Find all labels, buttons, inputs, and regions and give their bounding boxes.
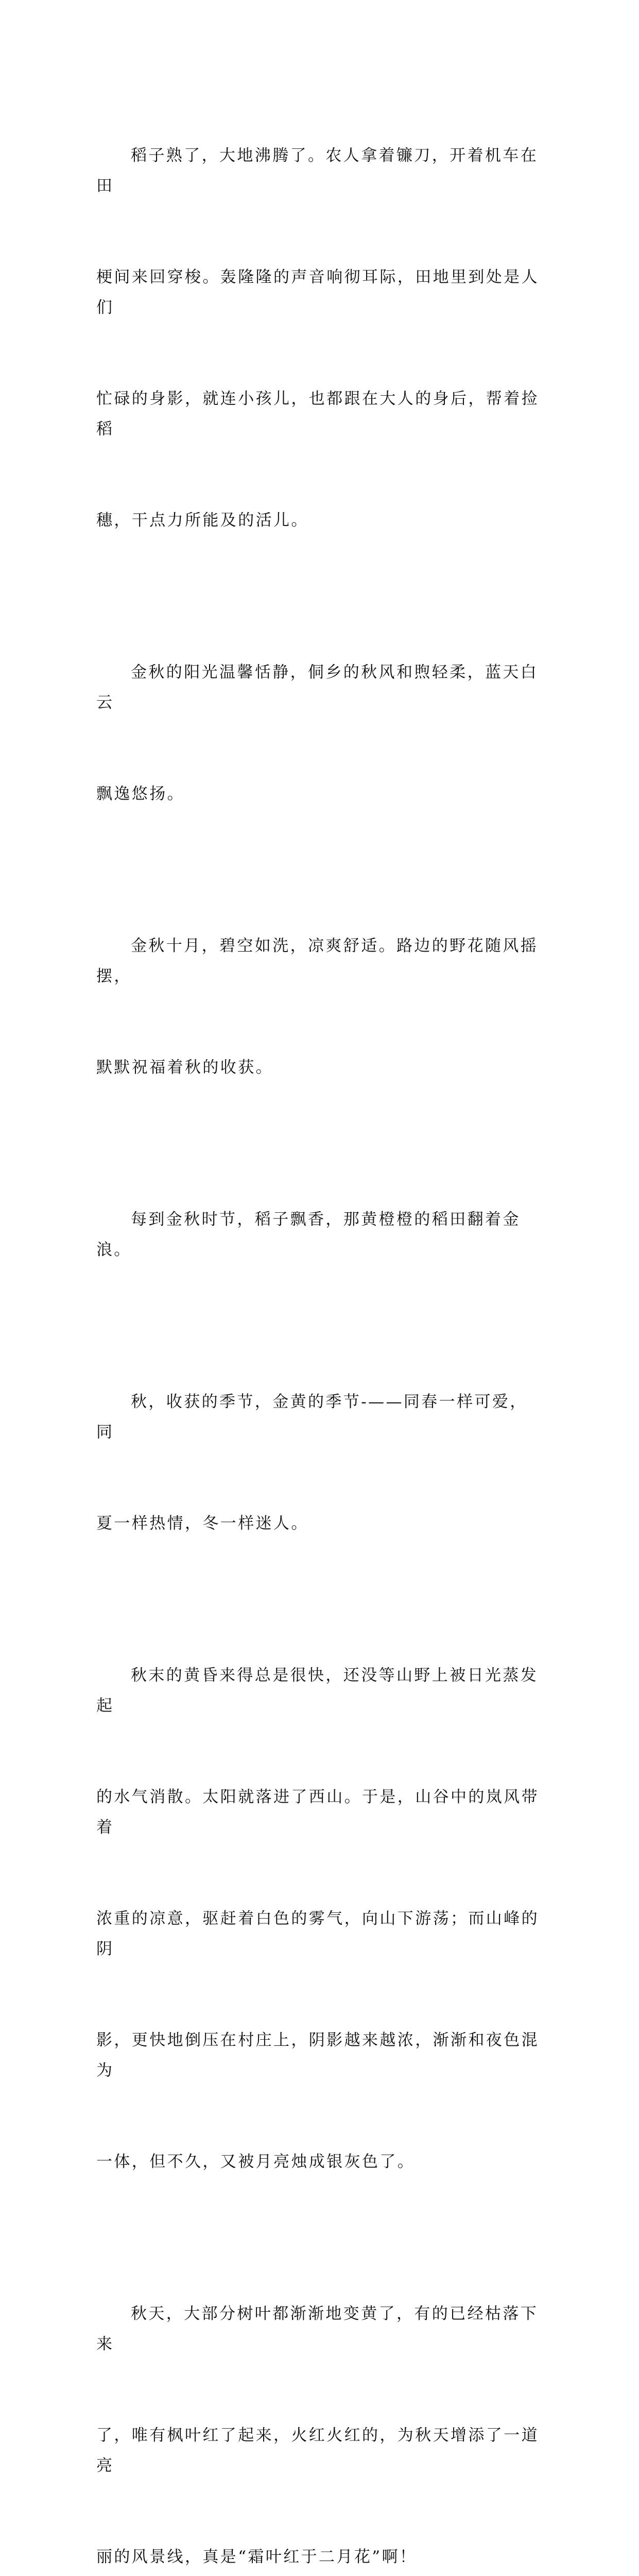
text-line: 了，唯有枫叶红了起来，火红火红的，为秋天增添了一道亮 — [96, 2426, 539, 2475]
text-line: 穗，干点力所能及的活儿。 — [96, 511, 309, 530]
text-line: 丽的风景线，真是“霜叶红于二月花”啊！ — [96, 2548, 418, 2566]
paragraph-harvest-fields — [96, 80, 544, 597]
paragraph-rice-fragrance — [96, 1144, 544, 1326]
text-line: 飘逸悠扬。 — [96, 785, 185, 803]
text-line: 秋末的黄昏来得总是很快，还没等山野上被日光蒸发起 — [96, 1666, 539, 1715]
text-line: 的水气消散。太阳就落进了西山。于是，山谷中的岚风带着 — [96, 1788, 539, 1837]
text-line: 梗间来回穿梭。轰隆隆的声音响彻耳际，田地里到处是人们 — [96, 268, 539, 317]
text-line: 稻子熟了，大地沸腾了。农人拿着镰刀，开着机车在田 — [96, 146, 539, 195]
text-line: 忙碌的身影，就连小孩儿，也都跟在大人的身后，帮着捡稻 — [96, 389, 539, 438]
text-line: 夏一样热情，冬一样迷人。 — [96, 1514, 309, 1533]
text-line: 影，更快地倒压在村庄上，阴影越来越浓，渐渐和夜色混为 — [96, 2031, 539, 2080]
paragraph-october-sky — [96, 870, 544, 1144]
paragraph-harvest-season — [96, 1326, 544, 1600]
text-line: 秋天，大部分树叶都渐渐地变黄了，有的已经枯落下来 — [96, 2304, 539, 2353]
text-line: 每到金秋时节，稻子飘香，那黄橙橙的稻田翻着金浪。 — [96, 1210, 521, 1259]
paragraph-maple-leaves — [96, 2238, 544, 2576]
text-line: 浓重的凉意，驱赶着白色的雾气，向山下游荡；而山峰的阴 — [96, 1909, 539, 1958]
text-line: 秋，收获的季节，金黄的季节-——同春一样可爱，同 — [96, 1393, 528, 1442]
text-line: 金秋的阳光温馨恬静，侗乡的秋风和煦轻柔，蓝天白云 — [96, 663, 539, 712]
text-line: 金秋十月，碧空如洗，凉爽舒适。路边的野花随风摇摆， — [96, 937, 539, 986]
paragraph-autumn-sunlight — [96, 597, 544, 870]
paragraph-autumn-dusk — [96, 1600, 544, 2238]
text-line: 一体，但不久，又被月亮烛成银灰色了。 — [96, 2153, 416, 2171]
text-line: 默默祝福着秋的收获。 — [96, 1058, 273, 1077]
document-body — [96, 80, 544, 2576]
